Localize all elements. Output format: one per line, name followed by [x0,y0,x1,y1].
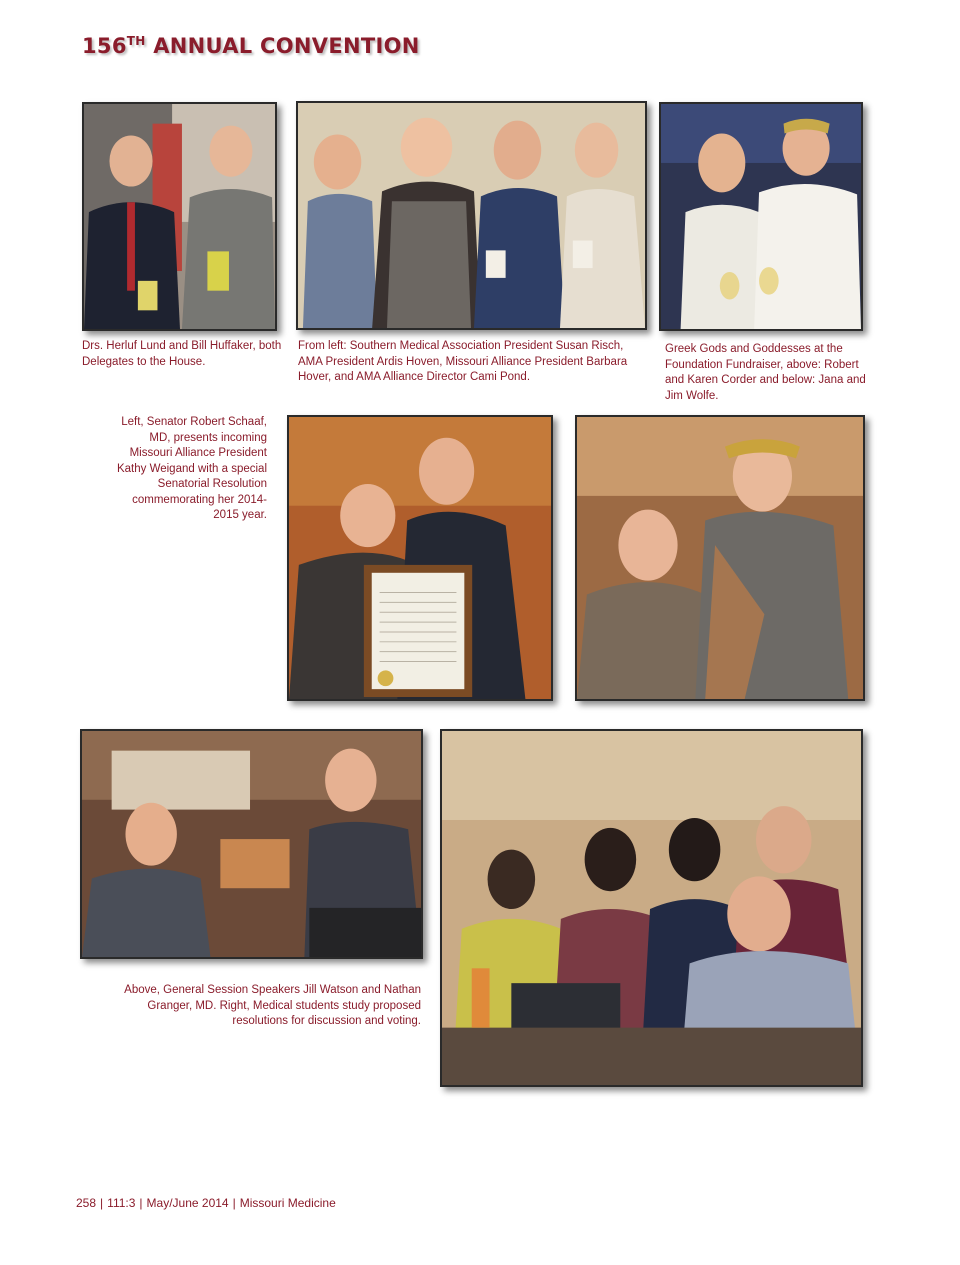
caption-photo3: Greek Gods and Goddesses at the Foundation Fundraiser, above: Robert and Karen Corder and below: Jana and Jim Wolfe. [665,343,866,402]
footer-page-number: 258 [76,1196,97,1210]
footer-date: May/June 2014 [146,1196,229,1210]
photo-four-presidents [296,101,647,330]
photo-general-session-speakers [80,729,423,959]
title-text: ANNUAL CONVENTION [145,34,420,58]
caption-photo1: Drs. Herluf Lund and Bill Huffaker, both Delegates to the House. [82,340,282,368]
photo-senatorial-resolution [287,415,553,701]
footer-issue: 111:3 [107,1196,136,1210]
page-footer [76,1196,336,1210]
caption-senator: Left, Senator Robert Schaaf, MD, presents incoming Missouri Alliance President Kathy Weigand with a special Senatorial Resolution commemorating her 2014-2015 year. [116,416,267,521]
page-title [82,34,420,58]
title-number: 156 [82,34,127,58]
caption-photo2: From left: Southern Medical Association President Susan Risch, AMA President Ardis Hoven, Missouri Alliance President Barbara Hover, and AMA Alliance Director Cami Pond. [298,340,628,383]
footer-journal: Missouri Medicine [239,1196,336,1210]
photo-medical-students [440,729,863,1087]
footer-separator: | [232,1196,236,1210]
footer-separator: | [100,1196,104,1210]
caption-speakers: Above, General Session Speakers Jill Watson and Nathan Granger, MD. Right, Medical students study proposed resolutions for discussion and voting. [124,984,421,1027]
title-superscript: TH [126,34,146,48]
photo-greek-gods [659,102,863,331]
footer-separator: | [139,1196,143,1210]
photo-wolfe-costumes [575,415,865,701]
photo-lund-huffaker [82,102,277,331]
